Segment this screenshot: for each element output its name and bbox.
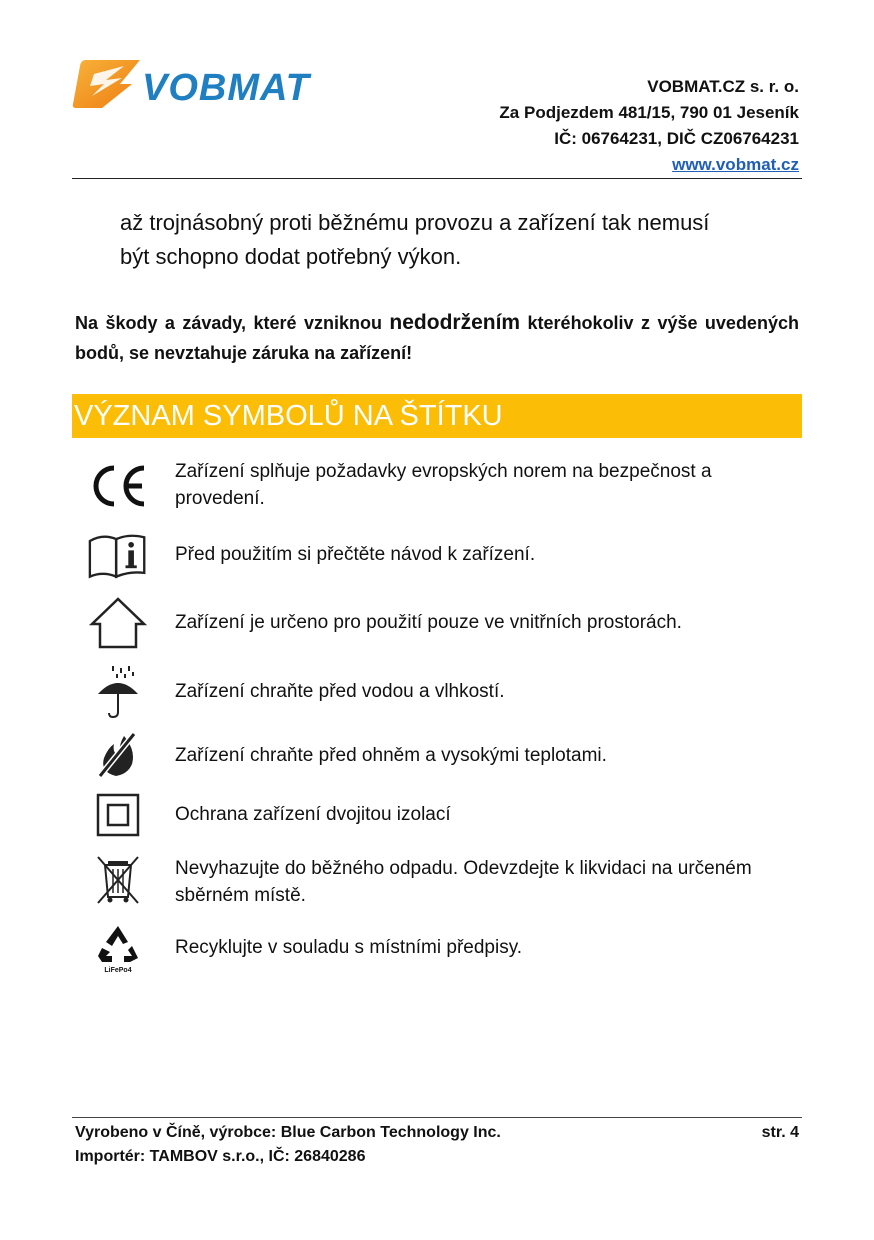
company-address: Za Podjezdem 481/15, 790 01 Jeseník (499, 103, 799, 122)
footer-importer: Importér: TAMBOV s.r.o., IČ: 26840286 (75, 1148, 366, 1165)
crossed-bin-icon (88, 855, 148, 905)
company-info (499, 74, 799, 178)
symbol-text-indoor: Zařízení je určeno pro použití pouze ve vnitřních prostorách. (175, 612, 682, 633)
recycle-label: LiFePo4 (104, 967, 132, 974)
symbol-text-waste: Nevyhazujte do běžného odpadu. Odevzdejte k likvidaci na určeném sběrném místě. (175, 858, 752, 906)
vobmat-logo (72, 56, 362, 112)
double-insulation-icon (88, 792, 148, 838)
continuation-line-1: až trojnásobný proti běžnému provozu a zařízení tak nemusí (120, 210, 710, 235)
svg-text:VOBMAT: VOBMAT (142, 67, 310, 109)
footer-info (75, 1121, 501, 1169)
symbol-text-ce: Zařízení splňuje požadavky evropských norem na bezpečnost a provedení. (175, 461, 712, 509)
header-divider (72, 178, 802, 179)
section-title: VÝZNAM SYMBOLŮ NA ŠTÍTKU (72, 394, 802, 438)
continuation-line-2: být schopno dodat potřebný výkon. (120, 244, 462, 269)
symbol-text-fire: Zařízení chraňte před ohněm a vysokými teplotami. (175, 745, 607, 766)
recycle-icon (88, 924, 148, 974)
website-link[interactable]: www.vobmat.cz (672, 155, 799, 174)
page-number: str. 4 (761, 1124, 799, 1141)
symbol-text-manual: Před použitím si přečtěte návod k zařízení. (175, 544, 536, 565)
warranty-warning (75, 308, 799, 368)
warning-emphasis: nedodržením (389, 311, 521, 334)
indoor-house-icon (88, 596, 148, 650)
footer-divider (72, 1117, 802, 1118)
symbol-text-water: Zařízení chraňte před vodou a vlhkostí. (175, 681, 505, 702)
footer-manufacturer: Vyrobeno v Číně, výrobce: Blue Carbon Technology Inc. (75, 1124, 501, 1141)
company-name: VOBMAT.CZ s. r. o. (647, 77, 799, 96)
manual-book-icon (88, 530, 148, 582)
warning-part-2: kteréhokoliv z výše uvedených bodů, se nevztahuje záruka na zařízení! (75, 313, 799, 363)
warning-part-1: Na škody a závady, které vzniknou (75, 313, 382, 333)
continuation-text (120, 206, 810, 274)
umbrella-rain-icon (88, 664, 148, 720)
no-fire-icon (88, 732, 148, 778)
symbol-text-insulation: Ochrana zařízení dvojitou izolací (175, 804, 451, 825)
ce-mark-icon (88, 462, 148, 510)
symbol-text-recycle: Recyklujte v souladu s místními předpisy. (175, 937, 523, 958)
company-ids: IČ: 06764231, DIČ CZ06764231 (554, 129, 799, 148)
